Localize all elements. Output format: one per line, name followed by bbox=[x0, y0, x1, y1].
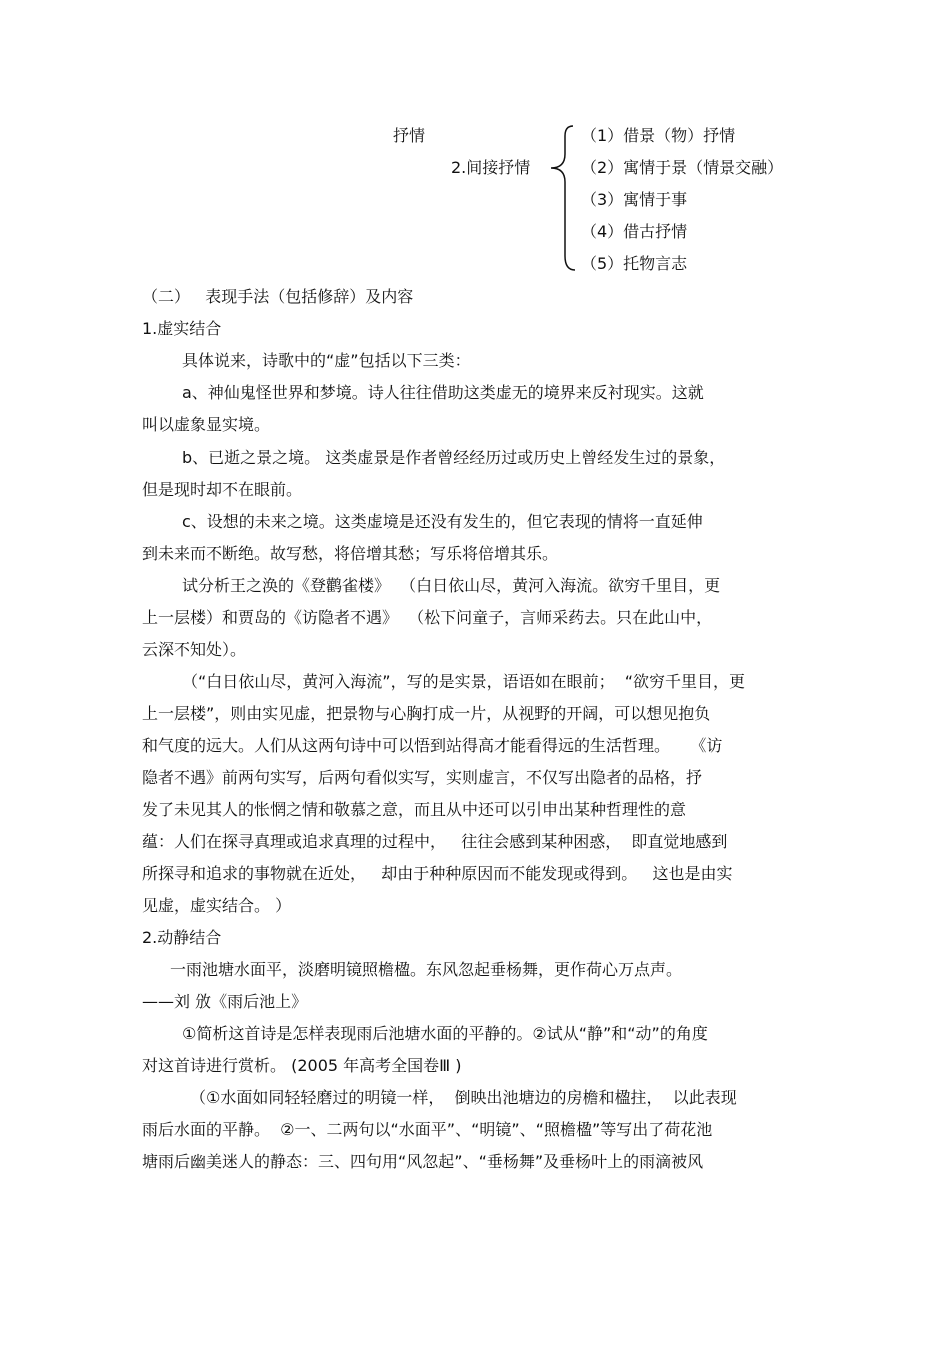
outline-item: （3）寓情于事 bbox=[581, 190, 688, 209]
section-heading: （二） 表现手法（包括修辞）及内容 bbox=[142, 287, 414, 306]
outline-top-label: 抒情 bbox=[393, 126, 426, 145]
paragraph-line: （①水面如同轻轻磨过的明镜一样， 倒映出池塘边的房檐和楹拄， 以此表现 bbox=[190, 1088, 737, 1107]
paragraph-line: 云深不知处）。 bbox=[142, 640, 247, 659]
subsection-heading: 2.动静结合 bbox=[142, 928, 222, 947]
paragraph-line: b、已逝之景之境。 这类虚景是作者曾经经历过或历史上曾经发生过的景象， bbox=[182, 448, 726, 467]
poem-attribution: ——刘 攽《雨后池上》 bbox=[142, 992, 308, 1011]
paragraph-line: （“白日依山尽，黄河入海流”，写的是实景，语语如在眼前； “欲穷千里目，更 bbox=[182, 672, 746, 691]
paragraph-line: 对这首诗进行赏析。 (2005 年高考全国卷Ⅲ ) bbox=[142, 1056, 462, 1075]
paragraph-line: 试分析王之涣的《登鹳雀楼》 （白日依山尽，黄河入海流。欲穷千里目，更 bbox=[182, 576, 721, 595]
paragraph-line: 见虚，虚实结合。 ） bbox=[142, 896, 292, 915]
paragraph-line: 叫以虚象显实境。 bbox=[142, 415, 271, 434]
outline-item: （5）托物言志 bbox=[581, 254, 688, 273]
paragraph-line: 雨后水面的平静。 ②一、二两句以“水面平”、“明镜”、“照檐楹”等写出了荷花池 bbox=[142, 1120, 713, 1139]
poem-line: 一雨池塘水面平，淡磨明镜照檐楹。东风忽起垂杨舞，更作荷心万点声。 bbox=[170, 960, 683, 979]
subsection-heading: 1.虚实结合 bbox=[142, 319, 222, 338]
outline-indirect-label: 2.间接抒情 bbox=[451, 158, 531, 177]
outline-item: （2）寓情于景（情景交融） bbox=[581, 158, 784, 177]
outline-item: （1）借景（物）抒情 bbox=[581, 126, 736, 145]
paragraph-line: 但是现时却不在眼前。 bbox=[142, 480, 303, 499]
paragraph-line: c、设想的未来之境。这类虚境是还没有发生的，但它表现的情将一直延伸 bbox=[182, 512, 703, 531]
paragraph-line: 具体说来，诗歌中的“虚”包括以下三类： bbox=[182, 351, 471, 370]
paragraph-line: 到未来而不断绝。故写愁，将倍增其愁；写乐将倍增其乐。 bbox=[142, 544, 559, 563]
paragraph-line: ①简析这首诗是怎样表现雨后池塘水面的平静的。②试从“静”和“动”的角度 bbox=[182, 1024, 708, 1043]
paragraph-line: 和气度的远大。人们从这两句诗中可以悟到站得高才能看得远的生活哲理。 《访 bbox=[142, 736, 723, 755]
paragraph-line: 上一层楼）和贾岛的《访隐者不遇》 （松下问童子，言师采药去。只在此山中， bbox=[142, 608, 713, 627]
paragraph-line: 隐者不遇》前两句实写，后两句看似实写，实则虚言，不仅写出隐者的品格，抒 bbox=[142, 768, 703, 787]
outline-item: （4）借古抒情 bbox=[581, 222, 688, 241]
paragraph-line: 上一层楼”，则由实见虚，把景物与心胸打成一片，从视野的开阔，可以想见抱负 bbox=[142, 704, 711, 723]
paragraph-line: 发了未见其人的怅惘之情和敬慕之意，而且从中还可以引申出某种哲理性的意 bbox=[142, 800, 687, 819]
paragraph-line: 蕴：人们在探寻真理或追求真理的过程中， 往往会感到某种困惑， 即直觉地感到 bbox=[142, 832, 728, 851]
paragraph-line: 塘雨后幽美迷人的静态：三、四句用“风忽起”、“垂杨舞”及垂杨叶上的雨滴被风 bbox=[142, 1152, 704, 1171]
paragraph-line: a、神仙鬼怪世界和梦境。诗人往往借助这类虚无的境界来反衬现实。这就 bbox=[182, 383, 704, 402]
paragraph-line: 所探寻和追求的事物就在近处， 却由于种种原因而不能发现或得到。 这也是由实 bbox=[142, 864, 733, 883]
